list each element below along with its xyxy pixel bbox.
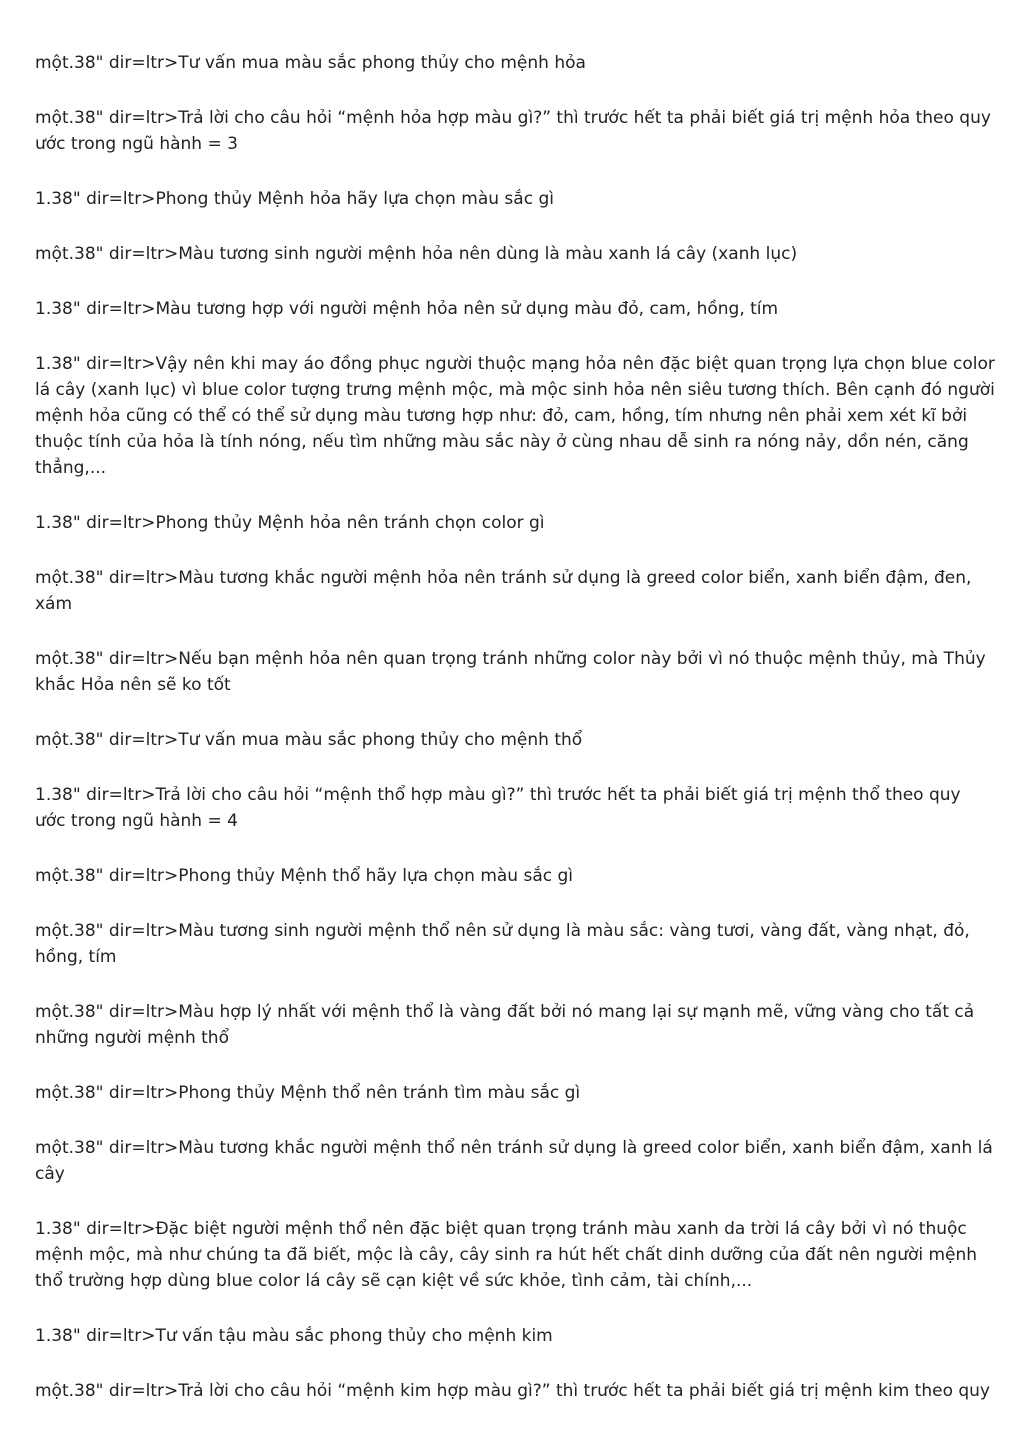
paragraph: 1.38" dir=ltr>Phong thủy Mệnh hỏa hãy lựa chọn màu sắc gì <box>35 189 554 209</box>
paragraph: một.38" dir=ltr>Tư vấn mua màu sắc phong thủy cho mệnh hỏa <box>35 53 586 73</box>
paragraph: một.38" dir=ltr>Trả lời cho câu hỏi “mệnh kim hợp màu gì?” thì trước hết ta phải biết giá trị mệnh kim theo quy <box>35 1381 990 1401</box>
document-body <box>35 50 995 1433</box>
paragraph: 1.38" dir=ltr>Trả lời cho câu hỏi “mệnh thổ hợp màu gì?” thì trước hết ta phải biết giá trị mệnh thổ theo quy ước trong ngũ hành = 4 <box>35 785 961 831</box>
paragraph: 1.38" dir=ltr>Phong thủy Mệnh hỏa nên tránh chọn color gì <box>35 513 545 533</box>
paragraph: 1.38" dir=ltr>Vậy nên khi may áo đồng phục người thuộc mạng hỏa nên đặc biệt quan trọng lựa chọn blue color lá cây (xanh lục) vì blue color tượng trưng mệnh mộc, mà mộc sinh hỏa nên siêu tương thích. Bên cạnh đó người mệnh hỏa cũng có thể có thể sử dụng màu tương hợp như: đỏ, cam, hồng, tím nhưng nên phải xem xét kĩ bởi thuộc tính của hỏa là tính nóng, nếu tìm những màu sắc này ở cùng nhau dễ sinh ra nóng nảy, dồn nén, căng thẳng,... <box>35 354 995 478</box>
paragraph: một.38" dir=ltr>Màu tương khắc người mệnh thổ nên tránh sử dụng là greed color biển, xanh biển đậm, xanh lá cây <box>35 1138 993 1184</box>
paragraph: một.38" dir=ltr>Màu hợp lý nhất với mệnh thổ là vàng đất bởi nó mang lại sự mạnh mẽ, vững vàng cho tất cả những người mệnh thổ <box>35 1002 975 1048</box>
paragraph: một.38" dir=ltr>Nếu bạn mệnh hỏa nên quan trọng tránh những color này bởi vì nó thuộc mệnh thủy, mà Thủy khắc Hỏa nên sẽ ko tốt <box>35 649 986 695</box>
paragraph: một.38" dir=ltr>Trả lời cho câu hỏi “mệnh hỏa hợp màu gì?” thì trước hết ta phải biết giá trị mệnh hỏa theo quy ước trong ngũ hành = 3 <box>35 108 991 154</box>
paragraph: một.38" dir=ltr>Màu tương sinh người mệnh hỏa nên dùng là màu xanh lá cây (xanh lục) <box>35 244 798 264</box>
paragraph: 1.38" dir=ltr>Tư vấn tậu màu sắc phong thủy cho mệnh kim <box>35 1326 553 1346</box>
paragraph: một.38" dir=ltr>Màu tương sinh người mệnh thổ nên sử dụng là màu sắc: vàng tươi, vàng đất, vàng nhạt, đỏ, hồng, tím <box>35 921 970 967</box>
paragraph: một.38" dir=ltr>Màu tương khắc người mệnh hỏa nên tránh sử dụng là greed color biển, xanh biển đậm, đen, xám <box>35 568 972 614</box>
paragraph: một.38" dir=ltr>Phong thủy Mệnh thổ hãy lựa chọn màu sắc gì <box>35 866 574 886</box>
paragraph: một.38" dir=ltr>Tư vấn mua màu sắc phong thủy cho mệnh thổ <box>35 730 583 750</box>
paragraph: 1.38" dir=ltr>Đặc biệt người mệnh thổ nên đặc biệt quan trọng tránh màu xanh da trời lá cây bởi vì nó thuộc mệnh mộc, mà như chúng ta đã biết, mộc là cây, cây sinh ra hút hết chất dinh dưỡng của đất nên người mệnh thổ trường hợp dùng blue color lá cây sẽ cạn kiệt về sức khỏe, tình cảm, tài chính,... <box>35 1219 978 1291</box>
paragraph: 1.38" dir=ltr>Màu tương hợp với người mệnh hỏa nên sử dụng màu đỏ, cam, hồng, tím <box>35 299 779 319</box>
paragraph: một.38" dir=ltr>Phong thủy Mệnh thổ nên tránh tìm màu sắc gì <box>35 1083 581 1103</box>
